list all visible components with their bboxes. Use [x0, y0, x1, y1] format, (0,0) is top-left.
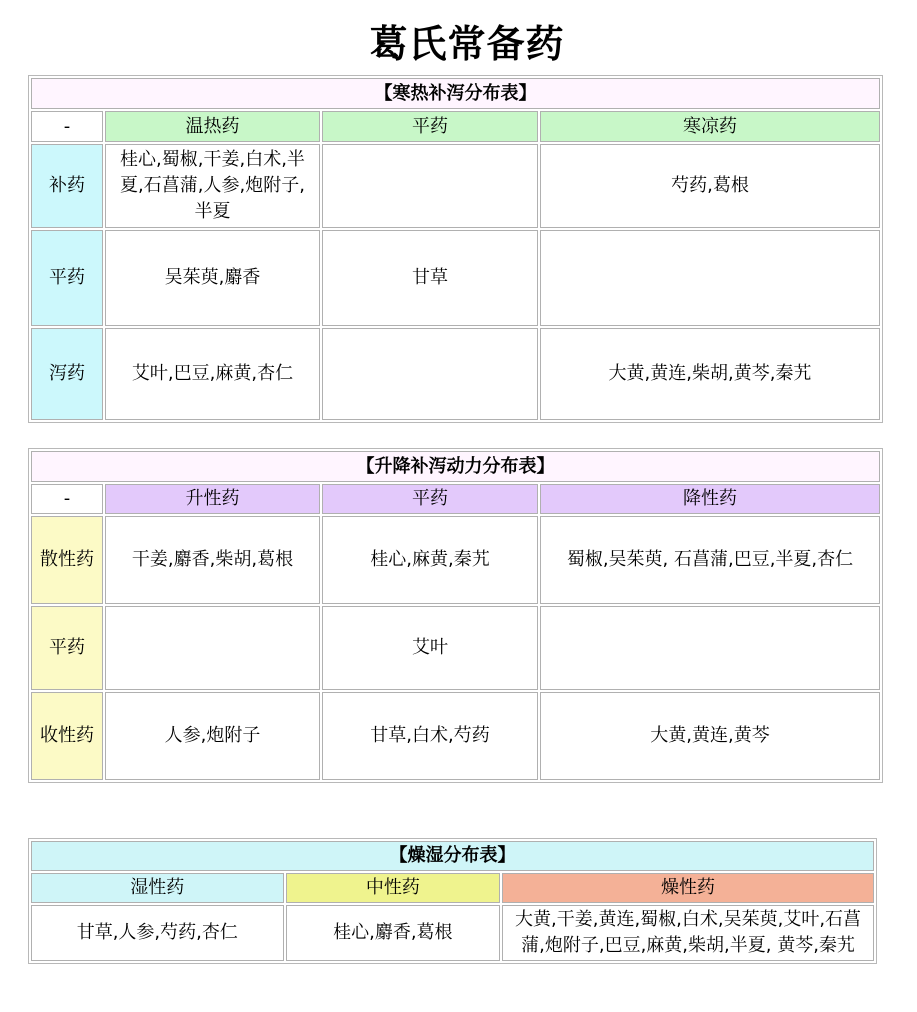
column-header: 中性药 — [286, 873, 501, 903]
row-header: 收性药 — [31, 692, 103, 780]
table-cell: 艾叶,巴豆,麻黄,杏仁 — [105, 328, 320, 420]
dry-wet-table — [28, 838, 877, 964]
table-cell — [540, 230, 880, 326]
table-cell: 大黄,干姜,黄连,蜀椒,白术,吴茱萸,艾叶,石菖蒲,炮附子,巴豆,麻黄,柴胡,半夏, 黄芩,秦艽 — [502, 905, 874, 961]
table-cell: 大黄,黄连,黄芩 — [540, 692, 880, 780]
column-header: 平药 — [322, 111, 538, 142]
column-header: 燥性药 — [502, 873, 874, 903]
table-cell — [322, 144, 538, 228]
table-cell: 桂心,麝香,葛根 — [286, 905, 501, 961]
table-caption: 【寒热补泻分布表】 — [31, 78, 880, 109]
table-cell — [322, 328, 538, 420]
table-cell: 甘草 — [322, 230, 538, 326]
table-cell — [105, 606, 320, 690]
corner-cell: - — [31, 111, 103, 142]
table-cell: 大黄,黄连,柴胡,黄芩,秦艽 — [540, 328, 880, 420]
cold-hot-table — [28, 75, 883, 423]
table-cell: 芍药,葛根 — [540, 144, 880, 228]
column-header: 平药 — [322, 484, 538, 514]
column-header: 降性药 — [540, 484, 880, 514]
table-cell: 桂心,蜀椒,干姜,白术,半夏,石菖蒲,人参,炮附子,半夏 — [105, 144, 320, 228]
table-cell: 甘草,白术,芍药 — [322, 692, 538, 780]
table-cell: 蜀椒,吴茱萸, 石菖蒲,巴豆,半夏,杏仁 — [540, 516, 880, 604]
row-header: 平药 — [31, 230, 103, 326]
table-cell: 人参,炮附子 — [105, 692, 320, 780]
ascend-descend-table — [28, 448, 883, 783]
row-header: 平药 — [31, 606, 103, 690]
table-cell — [540, 606, 880, 690]
corner-cell: - — [31, 484, 103, 514]
page-title: 葛氏常备药 — [369, 21, 565, 66]
column-header: 湿性药 — [31, 873, 284, 903]
row-header: 散性药 — [31, 516, 103, 604]
table-caption: 【燥湿分布表】 — [31, 841, 874, 871]
row-header: 补药 — [31, 144, 103, 228]
column-header: 温热药 — [105, 111, 320, 142]
column-header: 寒凉药 — [540, 111, 880, 142]
column-header: 升性药 — [105, 484, 320, 514]
table-cell: 甘草,人参,芍药,杏仁 — [31, 905, 284, 961]
row-header: 泻药 — [31, 328, 103, 420]
table-cell: 艾叶 — [322, 606, 538, 690]
table-cell: 桂心,麻黄,秦艽 — [322, 516, 538, 604]
table-cell: 干姜,麝香,柴胡,葛根 — [105, 516, 320, 604]
table-caption: 【升降补泻动力分布表】 — [31, 451, 880, 482]
table-cell: 吴茱萸,麝香 — [105, 230, 320, 326]
